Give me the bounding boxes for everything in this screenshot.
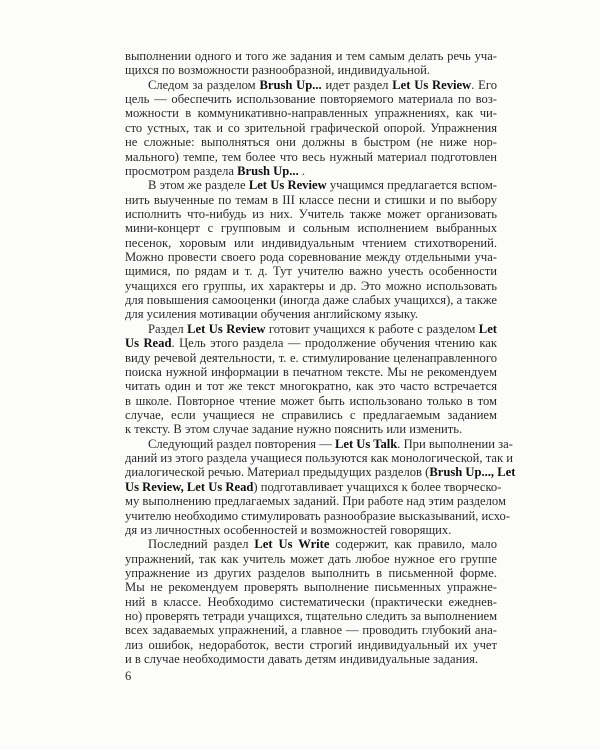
text-line <box>125 436 513 451</box>
text-line <box>125 537 497 551</box>
bold-section-name: Us Review, Let Us Read <box>125 479 254 494</box>
text-line <box>125 394 497 408</box>
text-run: для усиления мотивации обучения английскому языку. <box>125 307 419 322</box>
text-run: в школе. Повторное чтение может быть использовано только в том <box>125 393 497 408</box>
bold-section-name: Let Us Review <box>187 321 266 336</box>
text-line <box>125 236 497 250</box>
text-line <box>125 221 497 235</box>
text-line <box>125 652 497 666</box>
bold-section-name: Us Read <box>125 336 172 351</box>
text-line <box>125 566 497 580</box>
text-line <box>125 465 516 480</box>
text-run: учащимся предлагается вспом- <box>326 178 497 193</box>
text-line <box>125 49 497 63</box>
bold-section-name: Brush Up... <box>237 163 299 178</box>
text-run: и в случае необходимости давать детям индивидуальные задания. <box>125 652 479 667</box>
text-run: Следующий раздел повторения — <box>148 436 335 451</box>
text-line <box>125 422 497 436</box>
page-number: 6 <box>125 669 132 683</box>
text-run: Следом за разделом <box>148 77 260 92</box>
text-run: идет раздел <box>321 77 393 92</box>
text-run: нить выученные по темам в III классе песни и стишки и по выбору <box>125 192 497 207</box>
text-run: виду речевой деятельности, т. е. стимулирование целенаправленного <box>125 350 497 365</box>
text-line <box>125 207 497 221</box>
text-line <box>125 451 513 466</box>
text-run: не сложные: выполняться они должны в быстром (не ниже нор- <box>125 135 497 150</box>
text-line <box>125 307 497 321</box>
text-run: Можно провести своего рода соревнование между отдельными уча- <box>125 250 497 265</box>
text-run: . Его <box>471 77 498 92</box>
text-run: Последний раздел <box>148 537 255 552</box>
text-run: ний в классе. Необходимо систематически (практически ежеднев- <box>125 594 497 609</box>
text-run: Мы не рекомендуем проверять выполнение письменных упражне- <box>125 580 497 595</box>
text-run: . <box>298 163 306 178</box>
text-line <box>125 479 502 494</box>
text-line <box>125 508 511 523</box>
text-line <box>125 351 497 365</box>
text-line <box>125 150 497 164</box>
text-run: упражнений, так как учитель может дать любое нужное его группе <box>125 551 497 566</box>
text-run: даний из этого раздела учащиеся пользуются как монологической, так и <box>125 451 513 466</box>
text-run: щимися, по рядам и т. д. Тут учителю важно учесть особенности <box>125 264 497 279</box>
text-run: песенок, хоровым или индивидуальным чтением стихотворений. <box>125 235 497 250</box>
text-run: дя из личностных особенностей и возможностей говорящих. <box>125 522 452 537</box>
text-run: Раздел <box>148 321 188 336</box>
text-run: лиз ошибок, недоработок, вести строгий индивидуальный их учет <box>125 637 497 652</box>
bold-section-name: Let Us Review <box>248 178 327 193</box>
text-line <box>125 322 497 336</box>
paragraph <box>125 178 497 322</box>
text-run: сто устных, так и со зрительной графической опорой. Упражнения <box>125 120 497 135</box>
text-line <box>125 408 497 422</box>
text-line <box>125 92 497 106</box>
text-run: . Цель этого раздела — продолжение обучения чтению как <box>171 336 497 351</box>
paragraph <box>125 537 497 666</box>
text-run: выполнении одного и того же задания и тем самым делать речь уча- <box>125 49 497 63</box>
text-line <box>125 135 497 149</box>
text-run: готовит учащихся к работе с разделом <box>265 321 479 336</box>
text-line <box>125 121 497 135</box>
paragraph <box>125 49 497 78</box>
text-run: исполнить что-нибудь из них. Учитель также может организовать <box>125 206 497 221</box>
text-run: учащихся его группы, их характеры и др. Это можно использовать <box>125 278 497 293</box>
text-run: цель — обеспечить использование повторяемого материала по воз- <box>125 92 497 107</box>
text-run: для повышения самооценки (иногда даже слабых учащихся), а также <box>125 293 497 308</box>
text-run: случае, если учащиеся не справились с предлагаемым заданием <box>125 407 497 422</box>
text-line <box>125 523 497 537</box>
text-run: му выполнению предлагаемых заданий. При работе над этим разделом <box>125 494 506 509</box>
text-run: ) подготавливает учащихся к более творческо- <box>253 479 502 494</box>
text-run: к тексту. В этом случае задание нужно пояснить или изменить. <box>125 422 463 437</box>
bold-section-name: Brush Up..., Let <box>429 465 516 480</box>
text-line <box>125 264 497 278</box>
text-line <box>125 279 497 293</box>
text-run: В этом же разделе <box>148 178 249 193</box>
text-line <box>125 336 497 350</box>
page-body-text <box>125 49 516 667</box>
text-line <box>125 595 497 609</box>
text-line <box>125 494 506 509</box>
text-run: . При выполнении за- <box>397 436 513 451</box>
text-run: диалогической речью. Материал предыдущих разделов ( <box>125 465 430 480</box>
text-run: читать один и тот же текст многократно, как это часто встречается <box>125 379 497 394</box>
text-run: мального) темпе, тем более что весь нужный материал подготовлен <box>125 149 497 164</box>
text-line <box>125 580 497 594</box>
paragraph <box>125 78 497 179</box>
text-line <box>125 293 497 307</box>
text-run: всех задаваемых упражнений, а главное — проводить глубокий ана- <box>125 623 497 638</box>
text-run: но) проверять тетради учащихся, тщательно следить за выполнением <box>125 609 498 624</box>
text-run: мини-концерт с групповым и сольным исполнением выбранных <box>125 221 497 236</box>
text-line <box>125 250 497 264</box>
text-line <box>125 106 497 120</box>
text-line <box>125 178 497 192</box>
paragraph <box>125 436 516 538</box>
text-line <box>125 379 497 393</box>
text-run: можности в коммуникативно-направленных упражнениях, как чи- <box>125 106 497 121</box>
text-run: поиска нужной информации в печатном тексте. Мы не рекомендуем <box>125 364 497 379</box>
text-line <box>125 609 497 623</box>
bold-section-name: Let Us Talk <box>334 436 398 451</box>
bold-section-name: Let Us Write <box>254 537 330 552</box>
text-run: щихся по возможности разнообразной, индивидуальной. <box>125 63 431 78</box>
text-line <box>125 63 497 77</box>
bold-section-name: Let <box>478 321 497 336</box>
text-line <box>125 623 497 637</box>
paragraph <box>125 322 497 437</box>
bold-section-name: Let Us Review <box>392 77 472 92</box>
text-line <box>125 638 497 652</box>
text-line <box>125 365 497 379</box>
text-line <box>125 78 497 92</box>
text-run: содержит, как правило, мало <box>329 537 497 552</box>
text-line <box>125 552 497 566</box>
text-run: просмотром раздела <box>125 163 238 178</box>
text-run: упражнение из других разделов выполнить в письменной форме. <box>125 565 497 580</box>
bold-section-name: Brush Up... <box>259 77 322 92</box>
text-run: учителю необходимо стимулировать разнообразие высказываний, исхо- <box>125 508 511 523</box>
text-line <box>125 193 497 207</box>
text-line <box>125 164 497 178</box>
